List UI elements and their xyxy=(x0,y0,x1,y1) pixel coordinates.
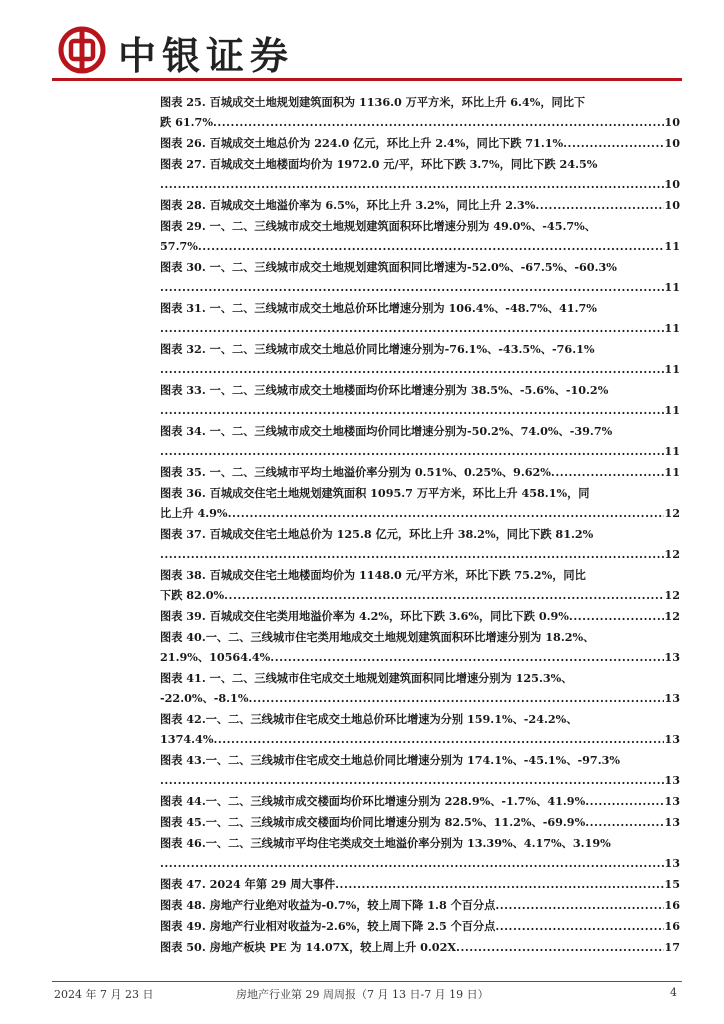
toc-entry-title: 图表 27. 百城成交土地楼面均价为 1972.0 元/平，环比下跌 3.7%，同比下跌 24.5% xyxy=(160,157,598,171)
toc-entry-title: 图表 42.一、二、三线城市住宅成交土地总价环比增速为分别 159.1%、-24.2%、 xyxy=(160,712,578,726)
toc-entry[interactable] xyxy=(160,750,680,790)
dot-leader xyxy=(213,729,664,749)
table-of-figures xyxy=(160,92,680,958)
dot-leader xyxy=(224,585,664,605)
toc-entry[interactable] xyxy=(160,257,680,297)
dot-leader xyxy=(270,647,664,667)
toc-entry-page: 10 xyxy=(664,177,680,191)
dot-leader xyxy=(585,791,664,811)
toc-entry-title: 图表 32. 一、二、三线城市成交土地总价同比增速分别为-76.1%、-43.5%、-76.1% xyxy=(160,342,595,356)
dot-leader xyxy=(160,544,664,564)
toc-entry[interactable] xyxy=(160,92,680,132)
toc-entry[interactable] xyxy=(160,812,680,832)
toc-entry-page: 15 xyxy=(664,877,680,891)
toc-entry-title: 图表 26. 百城成交土地总价为 224.0 亿元，环比上升 2.4%，同比下跌 71.1% xyxy=(160,136,564,150)
toc-entry-title: 图表 46.一、二、三线城市平均住宅类成交土地溢价率分别为 13.39%、4.17%、3.19% xyxy=(160,836,611,850)
toc-entry[interactable] xyxy=(160,895,680,915)
toc-entry[interactable] xyxy=(160,606,680,626)
dot-leader xyxy=(198,236,665,256)
toc-entry-title: 图表 44.一、二、三线城市成交楼面均价环比增速分别为 228.9%、-1.7%、41.9% xyxy=(160,794,586,808)
toc-entry[interactable] xyxy=(160,791,680,811)
dot-leader xyxy=(535,195,664,215)
toc-entry-page: 12 xyxy=(664,547,680,561)
toc-entry-page: 13 xyxy=(664,794,680,808)
toc-entry-title-continued: 比上升 4.9% xyxy=(160,506,228,520)
toc-entry-title: 图表 43.一、二、三线城市住宅成交土地总价同比增速分别为 174.1%、-45.1%、-97.3% xyxy=(160,753,621,767)
toc-entry[interactable] xyxy=(160,937,680,957)
toc-entry[interactable] xyxy=(160,380,680,420)
toc-entry-title: 图表 50. 房地产板块 PE 为 14.07X，较上周上升 0.02X xyxy=(160,940,457,954)
toc-entry-title: 图表 28. 百城成交土地溢价率为 6.5%，环比上升 3.2%，同比上升 2.3% xyxy=(160,198,536,212)
toc-entry[interactable] xyxy=(160,133,680,153)
toc-entry[interactable] xyxy=(160,668,680,708)
toc-entry[interactable] xyxy=(160,195,680,215)
toc-entry-title-continued: 57.7% xyxy=(160,239,198,253)
toc-entry[interactable] xyxy=(160,833,680,873)
toc-entry-page: 11 xyxy=(664,403,680,417)
toc-entry[interactable] xyxy=(160,874,680,894)
toc-entry-title: 图表 35. 一、二、三线城市平均土地溢价率分别为 0.51%、0.25%、9.62% xyxy=(160,465,551,479)
dot-leader xyxy=(160,277,664,297)
footer-divider xyxy=(52,981,682,982)
toc-entry-page: 13 xyxy=(664,732,680,746)
bank-of-china-logo-icon xyxy=(58,26,106,74)
toc-entry[interactable] xyxy=(160,709,680,749)
dot-leader xyxy=(456,937,664,957)
header-divider xyxy=(52,78,682,81)
toc-entry-page: 11 xyxy=(664,321,680,335)
dot-leader xyxy=(213,112,664,132)
dot-leader xyxy=(495,916,664,936)
toc-entry-title-continued: 跌 61.7% xyxy=(160,115,213,129)
toc-entry-page: 10 xyxy=(664,136,680,150)
toc-entry-page: 13 xyxy=(664,650,680,664)
toc-entry-page: 13 xyxy=(664,773,680,787)
toc-entry-title-continued: -22.0%、-8.1% xyxy=(160,691,249,705)
toc-entry-page: 12 xyxy=(664,588,680,602)
toc-entry-page: 11 xyxy=(664,465,680,479)
dot-leader xyxy=(551,462,665,482)
toc-entry-title: 图表 25. 百城成交土地规划建筑面积为 1136.0 万平方米，环比上升 6.4%，同比下 xyxy=(160,95,586,109)
toc-entry[interactable] xyxy=(160,524,680,564)
dot-leader xyxy=(585,812,664,832)
toc-entry[interactable] xyxy=(160,339,680,379)
toc-entry-title: 图表 48. 房地产行业绝对收益为-0.7%，较上周下降 1.8 个百分点 xyxy=(160,898,496,912)
toc-entry-page: 17 xyxy=(664,940,680,954)
toc-entry[interactable] xyxy=(160,483,680,523)
toc-entry-page: 11 xyxy=(664,444,680,458)
dot-leader xyxy=(495,895,664,915)
dot-leader xyxy=(248,688,664,708)
toc-entry[interactable] xyxy=(160,421,680,461)
toc-entry-title: 图表 31. 一、二、三线城市成交土地总价环比增速分别为 106.4%、-48.7%、41.7% xyxy=(160,301,597,315)
toc-entry-title-continued: 下跌 82.0% xyxy=(160,588,225,602)
dot-leader xyxy=(160,359,664,379)
toc-entry-title-continued: 21.9%、10564.4% xyxy=(160,650,271,664)
toc-entry-page: 10 xyxy=(664,115,680,129)
dot-leader xyxy=(160,174,664,194)
dot-leader xyxy=(160,853,664,873)
footer-report-title: 房地产行业第 29 周周报（7 月 13 日-7 月 19 日） xyxy=(236,988,489,1001)
toc-entry-title: 图表 47. 2024 年第 29 周大事件 xyxy=(160,877,336,891)
toc-entry-title: 图表 39. 百城成交住宅类用地溢价率为 4.2%，环比下跌 3.6%，同比下跌 0.9% xyxy=(160,609,569,623)
toc-entry-title: 图表 49. 房地产行业相对收益为-2.6%，较上周下降 2.5 个百分点 xyxy=(160,919,496,933)
toc-entry[interactable] xyxy=(160,154,680,194)
toc-entry-page: 10 xyxy=(664,198,680,212)
dot-leader xyxy=(160,400,664,420)
toc-entry-title: 图表 40.一、二、三线城市住宅类用地成交土地规划建筑面积环比增速分别为 18.2%、 xyxy=(160,630,595,644)
dot-leader xyxy=(335,874,664,894)
toc-entry[interactable] xyxy=(160,462,680,482)
toc-entry-title: 图表 34. 一、二、三线城市成交土地楼面均价同比增速分别为-50.2%、74.0%、-39.7% xyxy=(160,424,613,438)
toc-entry[interactable] xyxy=(160,565,680,605)
toc-entry-page: 11 xyxy=(664,362,680,376)
toc-entry[interactable] xyxy=(160,916,680,936)
toc-entry-page: 16 xyxy=(664,919,680,933)
toc-entry[interactable] xyxy=(160,216,680,256)
toc-entry-title: 图表 38. 百城成交住宅土地楼面均价为 1148.0 元/平方米，环比下跌 75.2%，同比 xyxy=(160,568,586,582)
dot-leader xyxy=(160,770,664,790)
toc-entry-page: 16 xyxy=(664,898,680,912)
toc-entry-title: 图表 33. 一、二、三线城市成交土地楼面均价环比增速分别为 38.5%、-5.6%、-10.2% xyxy=(160,383,609,397)
dot-leader xyxy=(160,318,664,338)
toc-entry-title: 图表 36. 百城成交住宅土地规划建筑面积 1095.7 万平方米，环比上升 458.1%，同 xyxy=(160,486,590,500)
toc-entry-page: 13 xyxy=(664,815,680,829)
dot-leader xyxy=(569,606,665,626)
report-header xyxy=(52,22,682,78)
toc-entry-title: 图表 41. 一、二、三线城市住宅成交土地规划建筑面积同比增速分别为 125.3%、 xyxy=(160,671,573,685)
toc-entry-title: 图表 37. 百城成交住宅土地总价为 125.8 亿元，环比上升 38.2%，同比下跌 81.2% xyxy=(160,527,594,541)
toc-entry-page: 13 xyxy=(664,691,680,705)
toc-entry-page: 11 xyxy=(664,239,680,253)
toc-entry-title: 图表 30. 一、二、三线城市成交土地规划建筑面积同比增速为-52.0%、-67.5%、-60.3% xyxy=(160,260,617,274)
toc-entry[interactable] xyxy=(160,627,680,667)
brand-name: 中银证券 xyxy=(118,34,295,78)
toc-entry-page: 12 xyxy=(664,506,680,520)
toc-entry-title-continued: 1374.4% xyxy=(160,732,214,746)
toc-entry-title: 图表 45.一、二、三线城市成交楼面均价同比增速分别为 82.5%、11.2%、-69.9% xyxy=(160,815,586,829)
toc-entry-page: 13 xyxy=(664,856,680,870)
toc-entry-page: 11 xyxy=(664,280,680,294)
footer-date: 2024 年 7 月 23 日 xyxy=(54,988,154,1001)
footer-page-number: 4 xyxy=(670,986,677,999)
dot-leader xyxy=(563,133,664,153)
toc-entry[interactable] xyxy=(160,298,680,338)
dot-leader xyxy=(160,441,664,461)
dot-leader xyxy=(228,503,665,523)
toc-entry-page: 12 xyxy=(664,609,680,623)
toc-entry-title: 图表 29. 一、二、三线城市成交土地规划建筑面积环比增速分别为 49.0%、-45.7%、 xyxy=(160,219,596,233)
